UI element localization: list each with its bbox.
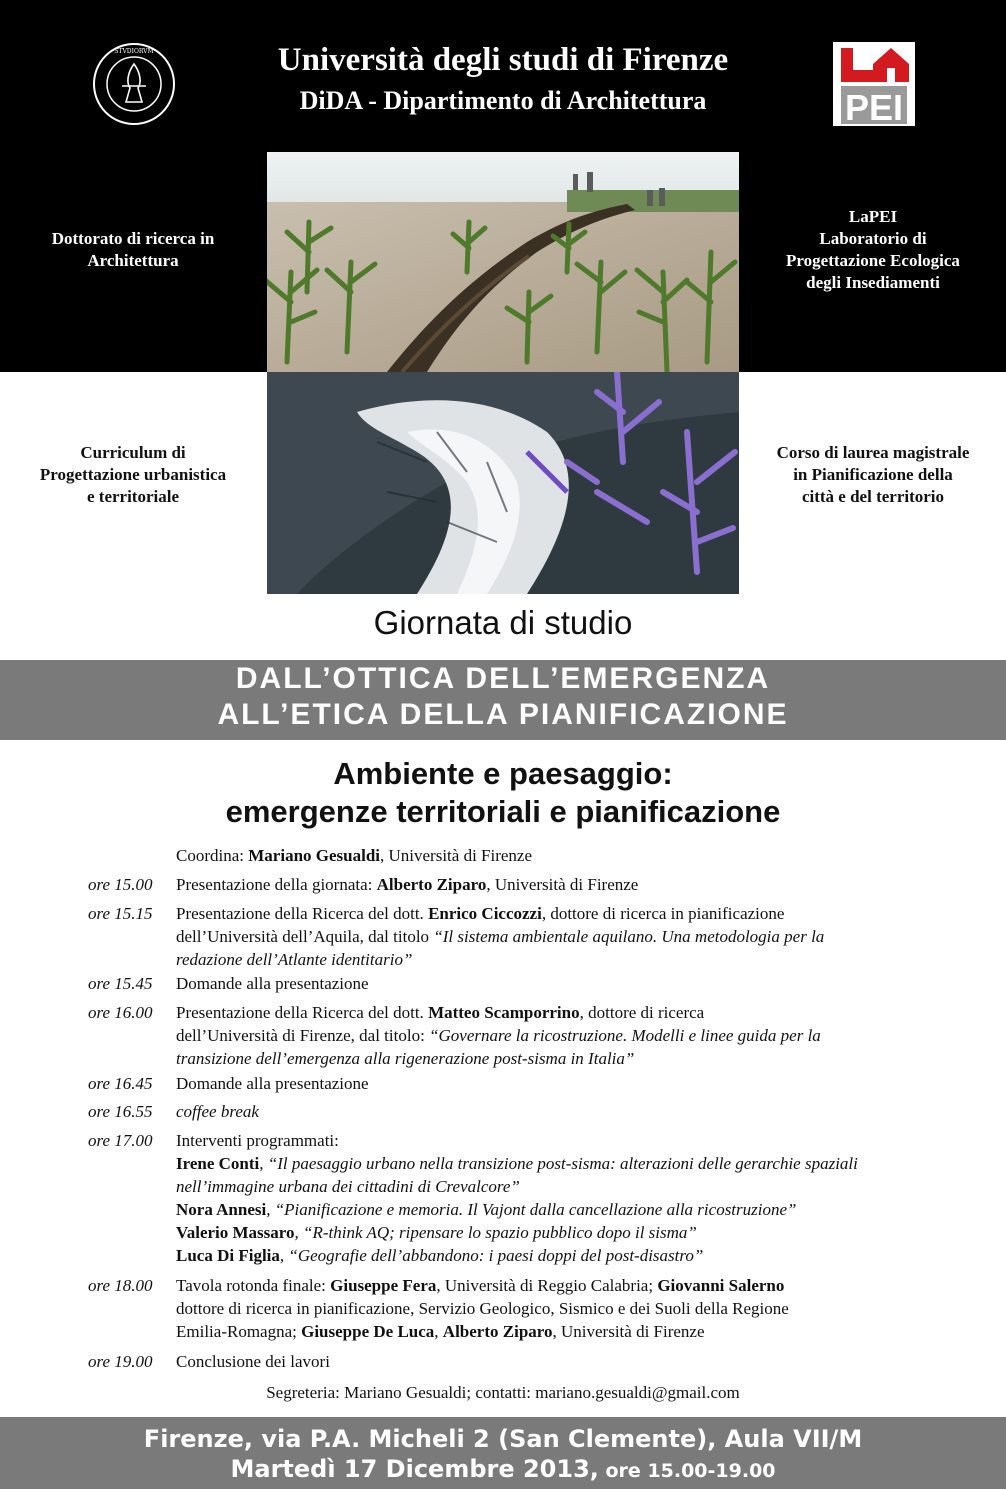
- time-label: ore 18.00: [88, 1276, 153, 1295]
- event-type: Giornata di studio: [373, 604, 633, 641]
- cornfield-crack-photo: [267, 152, 739, 372]
- label-dottorato: Dottorato di ricerca in Architettura: [51, 229, 215, 270]
- time-label: ore 15.15: [88, 904, 153, 923]
- secretariat-contact: Segreteria: Mariano Gesualdi; contatti: mariano.gesualdi@gmail.com: [266, 1383, 740, 1402]
- department-name: DiDA - Dipartimento di Architettura: [299, 86, 707, 115]
- university-name: Università degli studi di Firenze: [277, 42, 729, 78]
- title-band: [0, 660, 1006, 740]
- subtitle-line-1: Ambiente e paesaggio:: [333, 756, 673, 791]
- svg-text:·STVDIORVM·: ·STVDIORVM·: [112, 48, 156, 55]
- label-corso-laurea: Corso di laurea magistrale in Pianificazione della città e del territorio: [776, 443, 970, 506]
- label-lapei: LaPEI Laboratorio di Progettazione Ecologica degli Insediamenti: [786, 207, 960, 292]
- footer-location: Firenze, via P.A. Micheli 2 (San Clemente), Aula VII/M: [143, 1425, 863, 1453]
- time-label: ore 15.00: [88, 875, 153, 894]
- lapei-logo-text: PEI: [844, 87, 904, 126]
- footer-band: [0, 1417, 1006, 1489]
- time-label: ore 16.00: [88, 1003, 153, 1022]
- footer-date: Martedì 17 Dicembre 2013, ore 15.00-19.00: [230, 1455, 776, 1483]
- lapei-logo: [833, 42, 915, 126]
- time-label: ore 15.45: [88, 974, 153, 993]
- time-label: ore 17.00: [88, 1131, 153, 1150]
- time-label: ore 16.45: [88, 1074, 153, 1093]
- negative-crack-photo: [267, 372, 739, 594]
- time-label: ore 19.00: [88, 1352, 153, 1371]
- title-line-1: DALL’OTTICA DELL’EMERGENZA: [235, 662, 771, 695]
- title-line-2: ALL’ETICA DELLA PIANIFICAZIONE: [217, 698, 789, 731]
- time-label: ore 16.55: [88, 1102, 153, 1121]
- label-curriculum: Curriculum di Progettazione urbanistica e territoriale: [39, 443, 227, 506]
- subtitle-line-2: emergenze territoriali e pianificazione: [225, 794, 781, 829]
